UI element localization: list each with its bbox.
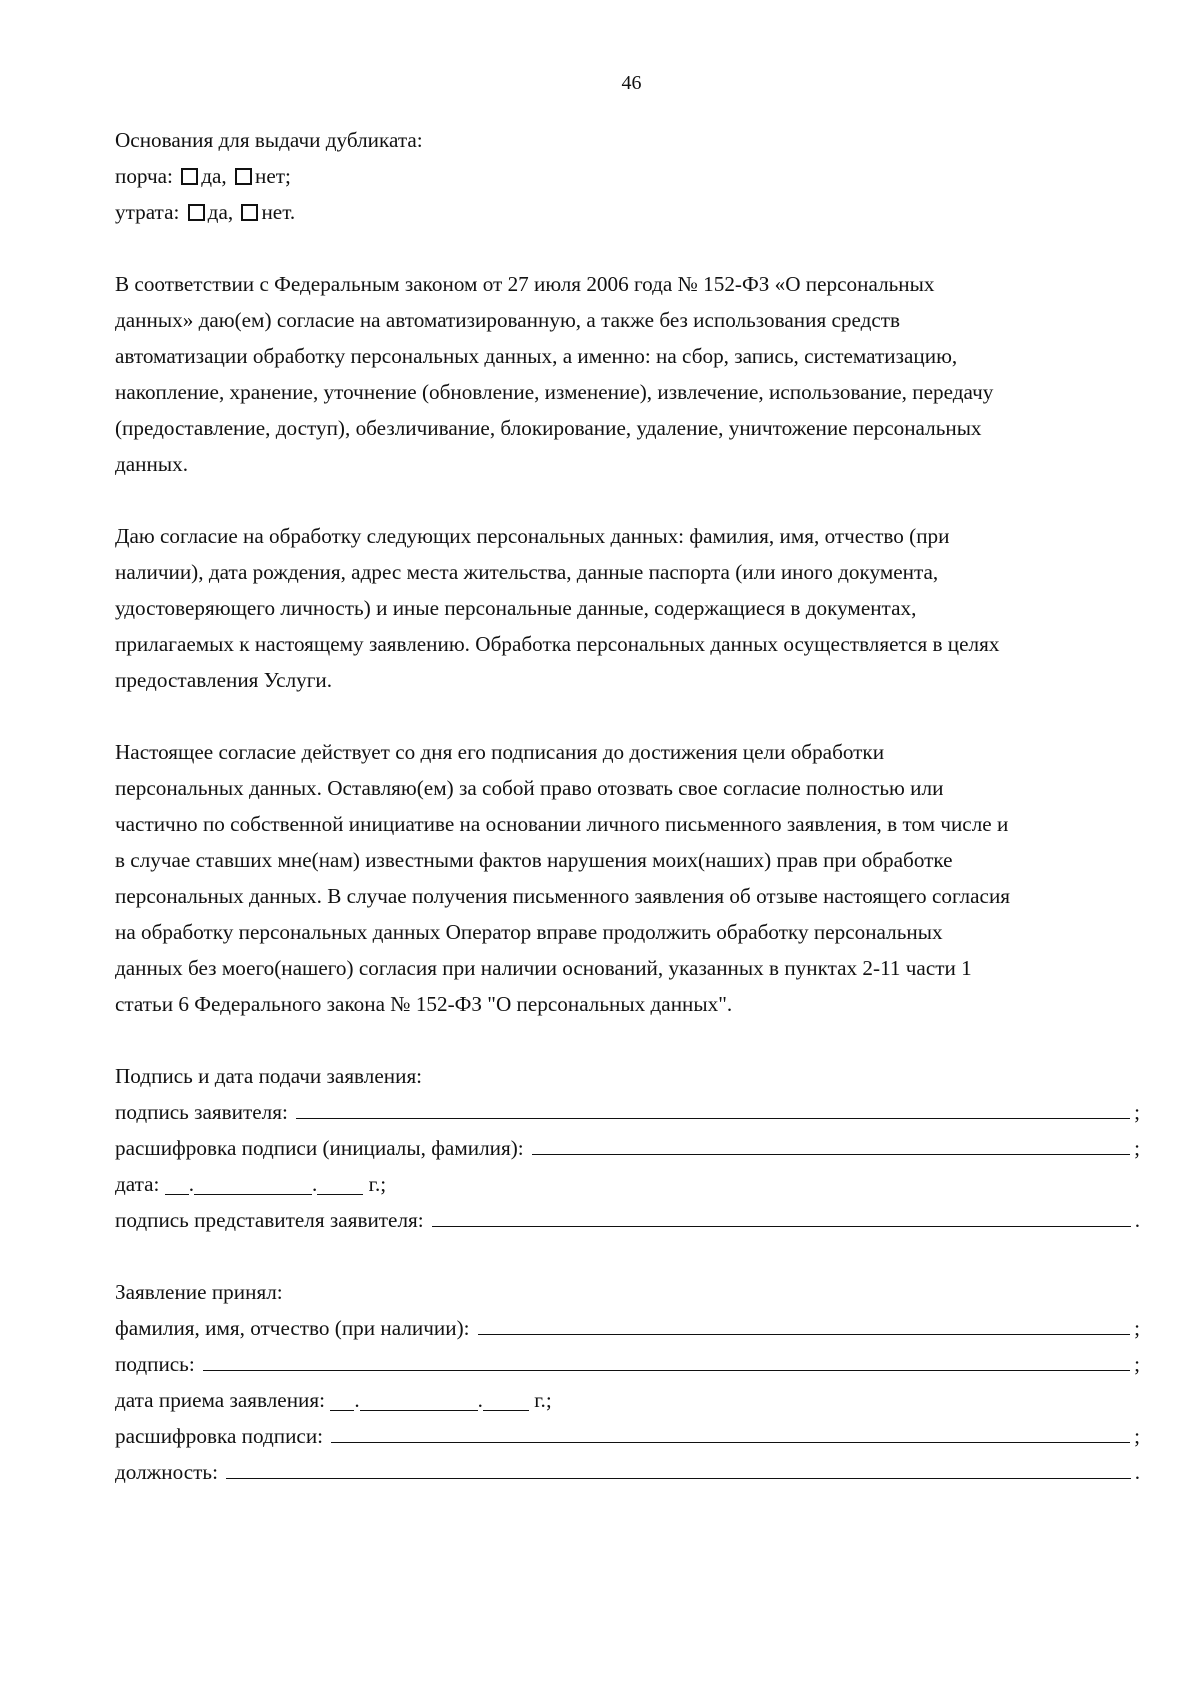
date-row (115, 1166, 1140, 1202)
text-line: данных. (115, 452, 188, 476)
date-separator: . (188, 1172, 195, 1196)
date-day-field[interactable] (165, 1170, 189, 1195)
accepted-name-label: фамилия, имя, отчество (при наличии): (115, 1316, 470, 1340)
consent-paragraph-2 (115, 518, 1140, 698)
loss-no-checkbox[interactable] (241, 204, 258, 221)
text-line: в случае ставших мне(нам) известными фактов нарушения моих(наших) прав при обработке (115, 848, 953, 872)
representative-signature-label: подпись представителя заявителя: (115, 1208, 424, 1232)
text-line: данных» даю(ем) согласие на автоматизированную, а также без использования средств (115, 308, 901, 332)
accepted-name-field[interactable] (478, 1310, 1131, 1335)
row-end-punct: ; (1134, 1424, 1140, 1448)
duplicate-heading: Основания для выдачи дубликата: (115, 128, 423, 152)
accepted-date-label: дата приема заявления: (115, 1388, 326, 1412)
text-line: наличии), дата рождения, адрес места жительства, данные паспорта (или иного документа, (115, 560, 939, 584)
row-end-punct: . (1134, 1208, 1140, 1232)
loss-label: утрата: (115, 200, 180, 224)
text-line: (предоставление, доступ), обезличивание, блокирование, удаление, уничтожение персональных (115, 416, 982, 440)
consent-paragraph-1 (115, 266, 1140, 482)
text-line: статьи 6 Федерального закона № 152-ФЗ "О персональных данных". (115, 992, 733, 1016)
accepted-name-row (115, 1310, 1140, 1346)
damage-yes-checkbox[interactable] (181, 168, 198, 185)
accepted-position-label: должность: (115, 1460, 218, 1484)
damage-no-label: нет; (255, 164, 291, 188)
signature-decoding-label: расшифровка подписи (инициалы, фамилия): (115, 1136, 524, 1160)
row-end-punct: ; (1134, 1316, 1140, 1340)
damage-yes-label: да, (201, 164, 227, 188)
row-end-punct: ; (1134, 1100, 1140, 1124)
text-line: частично по собственной инициативе на основании личного письменного заявления, в том числе и (115, 812, 1009, 836)
text-line: на обработку персональных данных Оператор вправе продолжить обработку персональных (115, 920, 943, 944)
text-line: Настоящее согласие действует со дня его подписания до достижения цели обработки (115, 740, 885, 764)
loss-no-label: нет. (261, 200, 296, 224)
text-line: персональных данных. В случае получения письменного заявления об отзыве настоящего согласия (115, 884, 1011, 908)
accepted-position-row (115, 1454, 1140, 1490)
damage-row (115, 158, 1140, 194)
loss-yes-checkbox[interactable] (188, 204, 205, 221)
page-number: 46 (621, 72, 642, 94)
accepted-date-day-field[interactable] (330, 1386, 354, 1411)
date-separator: . (477, 1388, 483, 1412)
text-line: удостоверяющего личность) и иные персональные данные, содержащиеся в документах, (115, 596, 917, 620)
accepted-decoding-field[interactable] (331, 1418, 1130, 1443)
accepted-position-field[interactable] (226, 1454, 1131, 1479)
date-separator: . (312, 1172, 318, 1196)
accepted-date-year-field[interactable] (483, 1386, 529, 1411)
row-end-punct: ; (1134, 1136, 1140, 1160)
accepted-date-year-suffix: г.; (534, 1388, 552, 1412)
accepted-signature-label: подпись: (115, 1352, 195, 1376)
applicant-signature-field[interactable] (296, 1094, 1130, 1119)
signature-heading: Подпись и дата подачи заявления: (115, 1064, 423, 1088)
text-line: накопление, хранение, уточнение (обновление, изменение), извлечение, использование, передачу (115, 380, 994, 404)
accepted-date-month-field[interactable] (360, 1386, 478, 1411)
damage-no-checkbox[interactable] (235, 168, 252, 185)
text-line: данных без моего(нашего) согласия при наличии оснований, указанных в пунктах 2-11 части 1 (115, 956, 972, 980)
text-line: персональных данных. Оставляю(ем) за собой право отозвать свое согласие полностью или (115, 776, 944, 800)
accepted-date-row (115, 1382, 1140, 1418)
representative-signature-field[interactable] (432, 1202, 1131, 1227)
consent-paragraph-3 (115, 734, 1140, 1022)
document-body (115, 122, 1140, 1490)
damage-label: порча: (115, 164, 173, 188)
text-line: предоставления Услуги. (115, 668, 333, 692)
text-line: автоматизации обработку персональных данных, а именно: на сбор, запись, систематизацию, (115, 344, 958, 368)
row-end-punct: ; (1134, 1352, 1140, 1376)
signature-decoding-row (115, 1130, 1140, 1166)
representative-signature-row (115, 1202, 1140, 1238)
date-separator: . (354, 1388, 360, 1412)
accepted-heading: Заявление принял: (115, 1280, 283, 1304)
accepted-decoding-row (115, 1418, 1140, 1454)
applicant-signature-row (115, 1094, 1140, 1130)
date-year-field[interactable] (317, 1170, 363, 1195)
date-year-suffix: г.; (368, 1172, 387, 1196)
accepted-signature-row (115, 1346, 1140, 1382)
date-label: дата: (115, 1172, 160, 1196)
text-line: прилагаемых к настоящему заявлению. Обработка персональных данных осуществляется в целях (115, 632, 1000, 656)
signature-decoding-field[interactable] (532, 1130, 1130, 1155)
loss-yes-label: да, (207, 200, 234, 224)
text-line: В соответствии с Федеральным законом от 27 июля 2006 года № 152-ФЗ «О персональных (115, 272, 935, 296)
text-line: Даю согласие на обработку следующих персональных данных: фамилия, имя, отчество (при (115, 524, 950, 548)
accepted-signature-field[interactable] (203, 1346, 1130, 1371)
row-end-punct: . (1134, 1460, 1140, 1484)
loss-row (115, 194, 1140, 230)
applicant-signature-label: подпись заявителя: (115, 1100, 288, 1124)
accepted-decoding-label: расшифровка подписи: (115, 1424, 324, 1448)
date-month-field[interactable] (194, 1170, 312, 1195)
